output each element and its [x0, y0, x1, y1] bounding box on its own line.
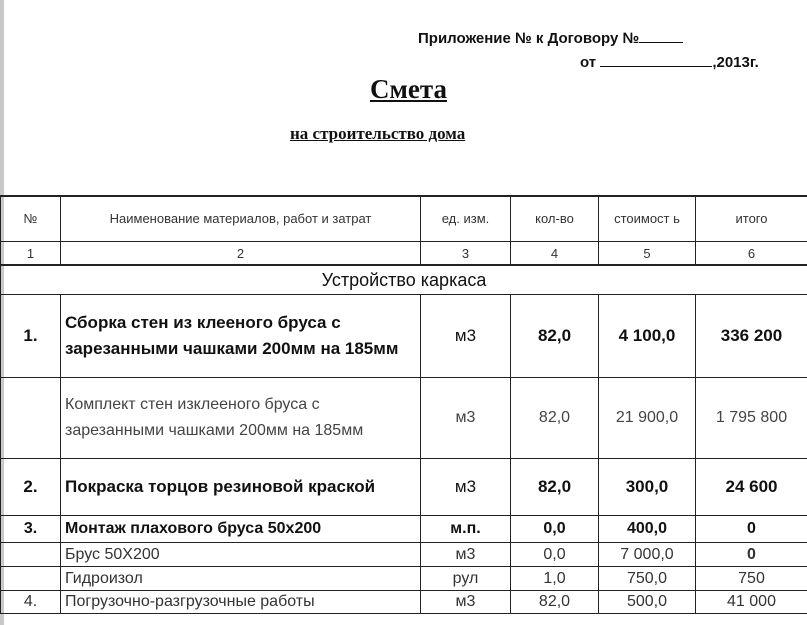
row-qty: 82,0 [511, 378, 599, 459]
row-unit: м3 [421, 378, 511, 459]
table-row [1, 378, 807, 459]
table-row [1, 543, 807, 567]
column-number: 6 [696, 242, 807, 266]
estimate-table [0, 195, 807, 614]
row-qty: 0,0 [511, 543, 599, 567]
page-title: Смета [370, 74, 447, 104]
row-name: Покраска торцов резиновой краской [61, 459, 421, 516]
row-total: 1 795 800 [696, 378, 807, 459]
row-price: 400,0 [599, 516, 696, 543]
row-name: Монтаж плахового бруса 50х200 [61, 516, 421, 543]
row-qty: 0,0 [511, 516, 599, 543]
table-header-row [1, 196, 807, 242]
row-number: 1. [1, 295, 61, 378]
appendix-reference [418, 28, 683, 47]
row-price: 300,0 [599, 459, 696, 516]
row-unit: м3 [421, 459, 511, 516]
column-header: стоимост ь [599, 196, 696, 242]
row-number [1, 378, 61, 459]
row-qty: 1,0 [511, 567, 599, 591]
row-price: 4 100,0 [599, 295, 696, 378]
row-name: Погрузочно-разгрузочные работы [61, 591, 421, 614]
section-title: Устройство каркаса [1, 265, 807, 295]
row-total: 41 000 [696, 591, 807, 614]
row-price: 21 900,0 [599, 378, 696, 459]
row-price: 500,0 [599, 591, 696, 614]
row-name: Брус 50Х200 [61, 543, 421, 567]
column-number: 1 [1, 242, 61, 266]
column-header: итого [696, 196, 807, 242]
row-unit: м3 [421, 591, 511, 614]
row-unit: м.п. [421, 516, 511, 543]
row-number [1, 567, 61, 591]
table-row [1, 459, 807, 516]
date-suffix: ,2013г. [712, 54, 759, 71]
table-row [1, 295, 807, 378]
row-qty: 82,0 [511, 459, 599, 516]
column-number: 4 [511, 242, 599, 266]
table-row [1, 591, 807, 614]
row-name: Сборка стен из клееного бруса с зарезанными чашками 200мм на 185мм [61, 295, 421, 378]
contract-number-blank [639, 28, 683, 43]
column-number-row [1, 242, 807, 266]
column-header: кол-во [511, 196, 599, 242]
table-row [1, 567, 807, 591]
row-unit: рул [421, 567, 511, 591]
column-number: 5 [599, 242, 696, 266]
row-number [1, 543, 61, 567]
document-header [0, 0, 807, 195]
row-price: 7 000,0 [599, 543, 696, 567]
date-prefix: от [580, 54, 597, 71]
contract-date [580, 52, 759, 71]
column-number: 2 [61, 242, 421, 266]
row-number: 2. [1, 459, 61, 516]
row-qty: 82,0 [511, 591, 599, 614]
row-total: 0 [696, 516, 807, 543]
table-row [1, 516, 807, 543]
column-header: Наименование материалов, работ и затрат [61, 196, 421, 242]
row-total: 0 [696, 543, 807, 567]
row-total: 750 [696, 567, 807, 591]
row-name: Гидроизол [61, 567, 421, 591]
row-price: 750,0 [599, 567, 696, 591]
row-total: 336 200 [696, 295, 807, 378]
column-header: № [1, 196, 61, 242]
column-header: ед. изм. [421, 196, 511, 242]
row-name: Комплект стен изклееного бруса с зарезанными чашками 200мм на 185мм [61, 378, 421, 459]
column-number: 3 [421, 242, 511, 266]
date-blank [600, 52, 712, 67]
row-unit: м3 [421, 543, 511, 567]
row-unit: м3 [421, 295, 511, 378]
section-row [1, 265, 807, 295]
row-number: 4. [1, 591, 61, 614]
row-qty: 82,0 [511, 295, 599, 378]
page-subtitle: на строительство дома [290, 124, 466, 143]
row-total: 24 600 [696, 459, 807, 516]
row-number: 3. [1, 516, 61, 543]
appendix-text: Приложение № к Договору № [418, 30, 640, 47]
